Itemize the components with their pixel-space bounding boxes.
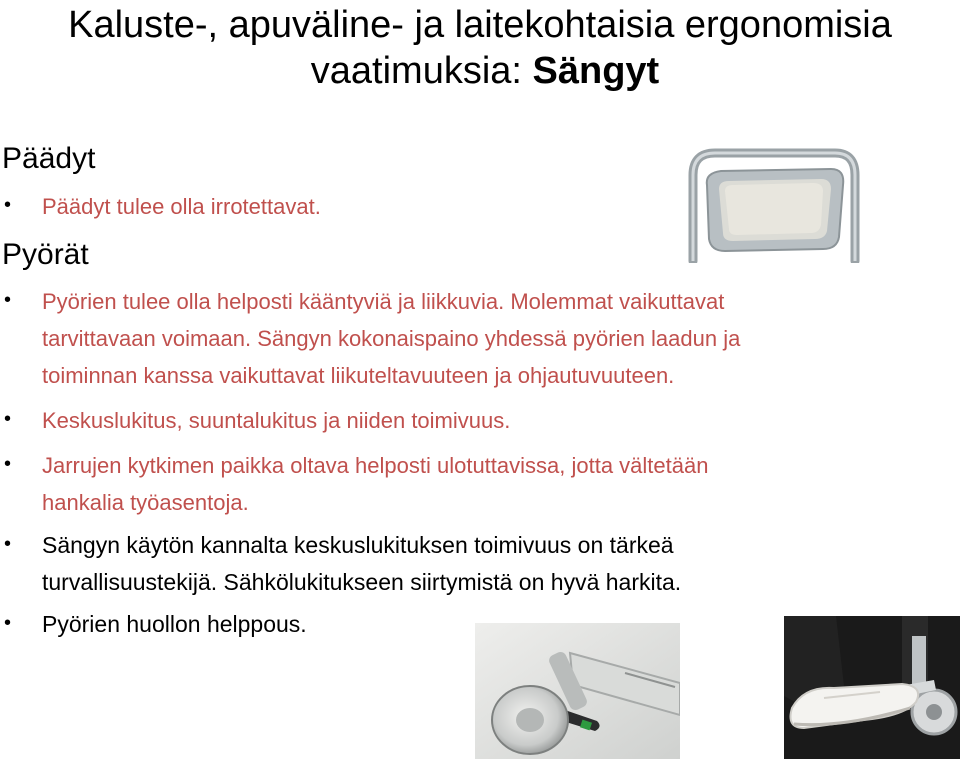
bullet-line: turvallisuustekijä. Sähkölukitukseen siirtymistä on hyvä harkita. xyxy=(42,569,682,595)
bullet-dot: • xyxy=(4,533,12,555)
slide-title xyxy=(0,2,960,94)
wheel-brake-image xyxy=(475,623,680,759)
bullet-text: Keskuslukitus, suuntalukitus ja niiden toimivuus. xyxy=(42,408,511,433)
title-prefix: vaatimuksia: xyxy=(310,50,533,92)
bullet-line: Pyörien tulee olla helposti kääntyviä ja liikkuvia. Molemmat vaikuttavat xyxy=(42,289,725,314)
section-heading-paadyt: Päädyt xyxy=(2,142,96,175)
bullet-dot: • xyxy=(4,612,12,634)
bullet-line: Jarrujen kytkimen paikka oltava helposti ulotuttavissa, jotta vältetään xyxy=(42,453,709,478)
bullet-line: hankalia työasentoja. xyxy=(42,490,249,515)
bullet-dot: • xyxy=(4,408,12,430)
bullet-dot: • xyxy=(4,453,12,475)
bullet-line: tarvittavaan voimaan. Sängyn kokonaispaino yhdessä pyörien laadun ja xyxy=(42,326,741,351)
bullet-text xyxy=(42,447,922,521)
section-heading-pyorat: Pyörät xyxy=(2,238,89,271)
foot-pedal-image xyxy=(784,616,960,759)
bullet-dot: • xyxy=(4,194,12,216)
bed-headboard-image xyxy=(685,145,860,263)
bullet-text xyxy=(42,527,922,601)
bullet-text xyxy=(42,283,922,394)
title-bold: Sängyt xyxy=(532,50,660,92)
title-line-2 xyxy=(0,48,960,94)
bullet-line: toiminnan kanssa vaikuttavat liikuteltavuuteen ja ohjautuvuuteen. xyxy=(42,363,675,388)
bullet-text: Pyörien huollon helppous. xyxy=(42,611,307,637)
title-line-1: Kaluste-, apuväline- ja laitekohtaisia ergonomisia xyxy=(68,4,892,46)
bullet-line: Sängyn käytön kannalta keskuslukituksen toimivuus on tärkeä xyxy=(42,532,674,558)
bullet-dot: • xyxy=(4,289,12,311)
bullet-text: Päädyt tulee olla irrotettavat. xyxy=(42,194,321,219)
